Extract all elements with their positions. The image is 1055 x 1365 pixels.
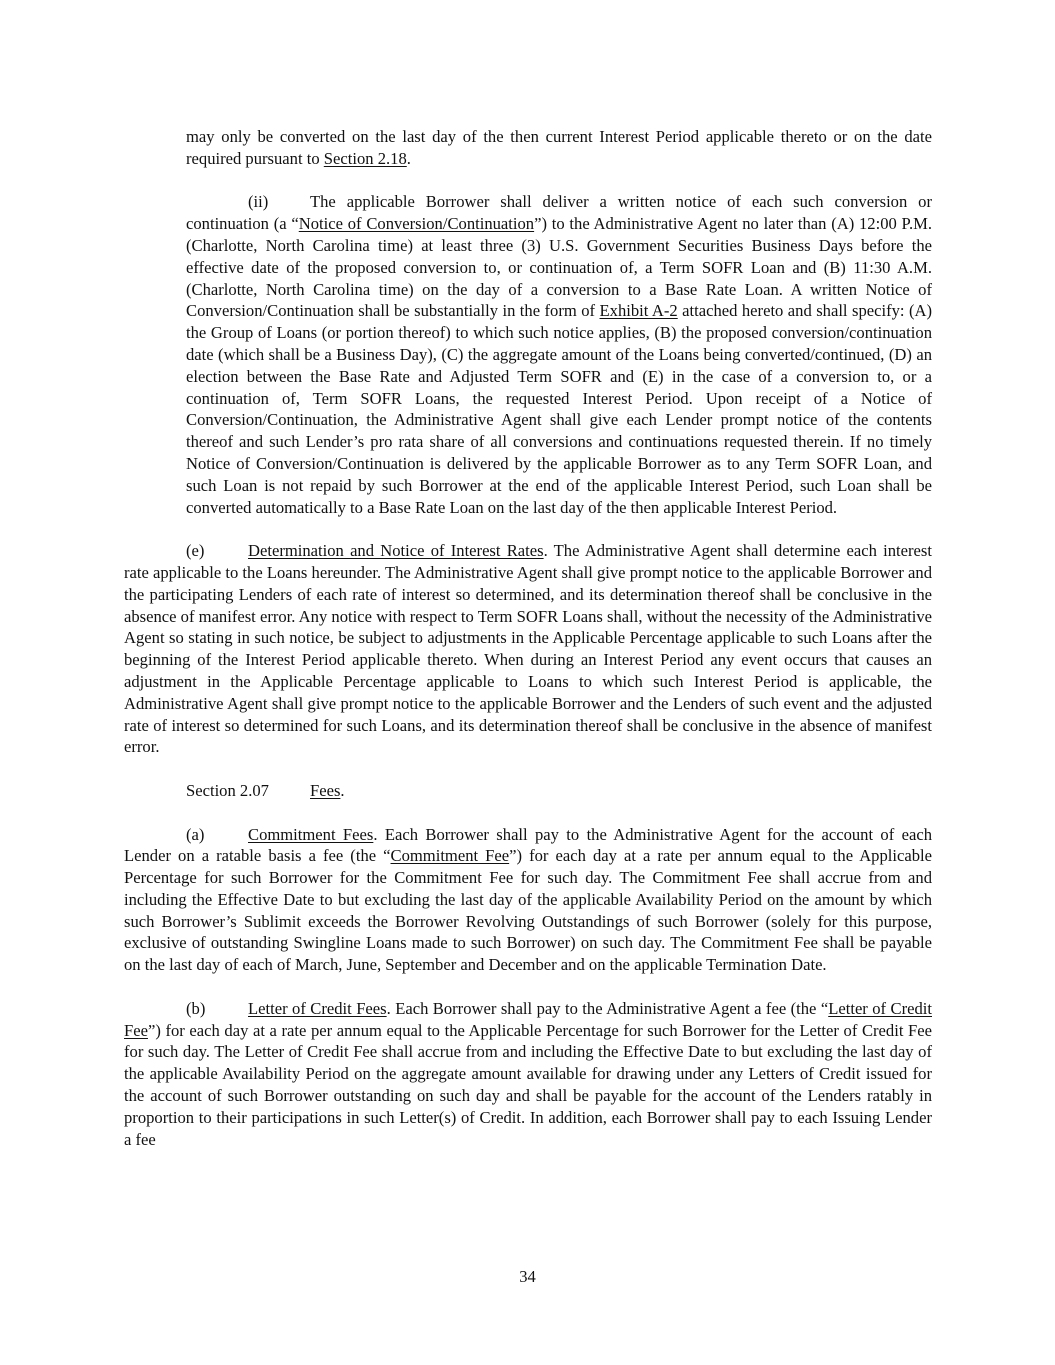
paragraph-heading: Commitment Fees — [248, 824, 374, 844]
paragraph-label: (b) — [186, 998, 206, 1018]
defined-term: Letter of Credit Fee — [124, 998, 932, 1040]
paragraph-text: . — [406, 148, 411, 168]
document-page — [124, 126, 932, 1150]
section-reference-link[interactable]: Section 2.18 — [323, 148, 407, 168]
defined-term: Commitment Fee — [390, 846, 510, 866]
paragraph-text: ”) to the Administrative Agent no later than (A) 12:00 P.M. (Charlotte, North Carolina time) at least three (3) U.S. Government Securities Business Days before the effective date of the proposed conversion to, or continuation of, a Term SOFR Loan and (B) 11:30 A.M. (Charlotte, North Carolina time) on the day of a conversion to a Base Rate Loan. A written Notice of Conversion/Continuation shall be substantially in the form of — [186, 214, 932, 321]
exhibit-reference-link[interactable]: Exhibit A-2 — [599, 301, 678, 321]
paragraph-e — [124, 540, 932, 758]
paragraph-label: (ii) — [248, 192, 269, 212]
paragraph-text: The applicable Borrower shall deliver a written notice of each such conversion or continuation (a “ — [186, 192, 932, 234]
paragraph-heading: Determination and Notice of Interest Rates — [248, 541, 544, 561]
paragraph-text: attached hereto and shall specify: (A) the Group of Loans (or portion thereof) to which such notice applies, (B) the proposed conversion/continuation date (which shall be a Business Day), (C) the aggregate amount of the Loans being converted/continued, (D) an election between the Base Rate and Adjusted Term SOFR and (E) in the case of a conversion to, or a continuation of, Term SOFR Loans, the requested Interest Period. Upon receipt of a Notice of Conversion/Continuation, the Administrative Agent shall give each Lender prompt notice of the contents thereof and such Lender’s pro rata share of all conversions and continuations requested therein. If no timely Notice of Conversion/Continuation is delivered by the applicable Borrower as to any Term SOFR Loan, and such Loan is not repaid by such Borrower at the end of the applicable Interest Period, such Loan shall be converted automatically to a Base Rate Loan on the last day of the then applicable Interest Period. — [186, 301, 933, 517]
paragraph-label: (a) — [186, 824, 205, 844]
section-heading — [186, 780, 932, 802]
paragraph-heading: Letter of Credit Fees — [248, 998, 387, 1018]
paragraph-text: ”) for each day at a rate per annum equal to the Applicable Percentage for such Borrower for the Letter of Credit Fee for such day. The Letter of Credit Fee shall accrue from and including the Effective Date to but excluding the last day of the applicable Availability Period on the aggregate amount available for drawing under any Letters of Credit issued for the account of such Borrower outstanding on such day and shall be payable for the account of the Lenders ratably in proportion to their participations in such Letter(s) of Credit. In addition, each Borrower shall pay to each Issuing Lender a fee — [124, 1020, 932, 1149]
page-number: 34 — [519, 1267, 536, 1286]
paragraph-text: . Each Borrower shall pay to the Administrative Agent for the account of each Lender on a ratable basis a fee (the “ — [124, 824, 932, 866]
section-number: Section 2.07 — [186, 780, 269, 800]
paragraph-a — [124, 824, 932, 977]
paragraph-text: . The Administrative Agent shall determine each interest rate applicable to the Loans hereunder. The Administrative Agent shall give prompt notice to the applicable Borrower and the participating Lenders of each rate of interest so determined, and its determination thereof shall be conclusive in the absence of manifest error. Any notice with respect to Term SOFR Loans shall, without the necessity of the Administrative Agent so stating in such notice, be subject to adjustments in the Applicable Percentage applicable to such Loans after the beginning of the Interest Period applicable thereto. When during an Interest Period any event occurs that causes an adjustment in the Applicable Percentage applicable to Loans to which such Interest Period is applicable, the Administrative Agent shall give prompt notice to the applicable Borrower and the Lenders of such event and the adjusted rate of interest so determined for such Loans, and its determination thereof shall be conclusive in the absence of manifest error. — [124, 541, 932, 757]
defined-term: Notice of Conversion/Continuation — [298, 214, 535, 234]
paragraph-label: (e) — [186, 541, 205, 561]
paragraph-ii — [186, 191, 932, 518]
paragraph-text: ”) for each day at a rate per annum equal to the Applicable Percentage for such Borrower for the Commitment Fee for such day. The Commitment Fee shall accrue from and including the Effective Date to but excluding the last day of the applicable Availability Period on the amount by which such Borrower’s Sublimit exceeds the Borrower Revolving Outstandings of such Borrower (solely for this purpose, exclusive of outstanding Swingline Loans made to such Borrower) on such day. The Commitment Fee shall be payable on the last day of each of March, June, September and December and on the applicable Termination Date. — [124, 846, 932, 975]
paragraph-conversion-continued — [186, 126, 932, 170]
section-title-period: . — [340, 780, 345, 800]
section-title: Fees — [310, 780, 341, 800]
paragraph-text: may only be converted on the last day of the then current Interest Period applicable thereto or on the date required pursuant to — [186, 127, 932, 168]
paragraph-text: . Each Borrower shall pay to the Administrative Agent a fee (the “ — [386, 998, 829, 1018]
paragraph-b — [124, 998, 932, 1151]
